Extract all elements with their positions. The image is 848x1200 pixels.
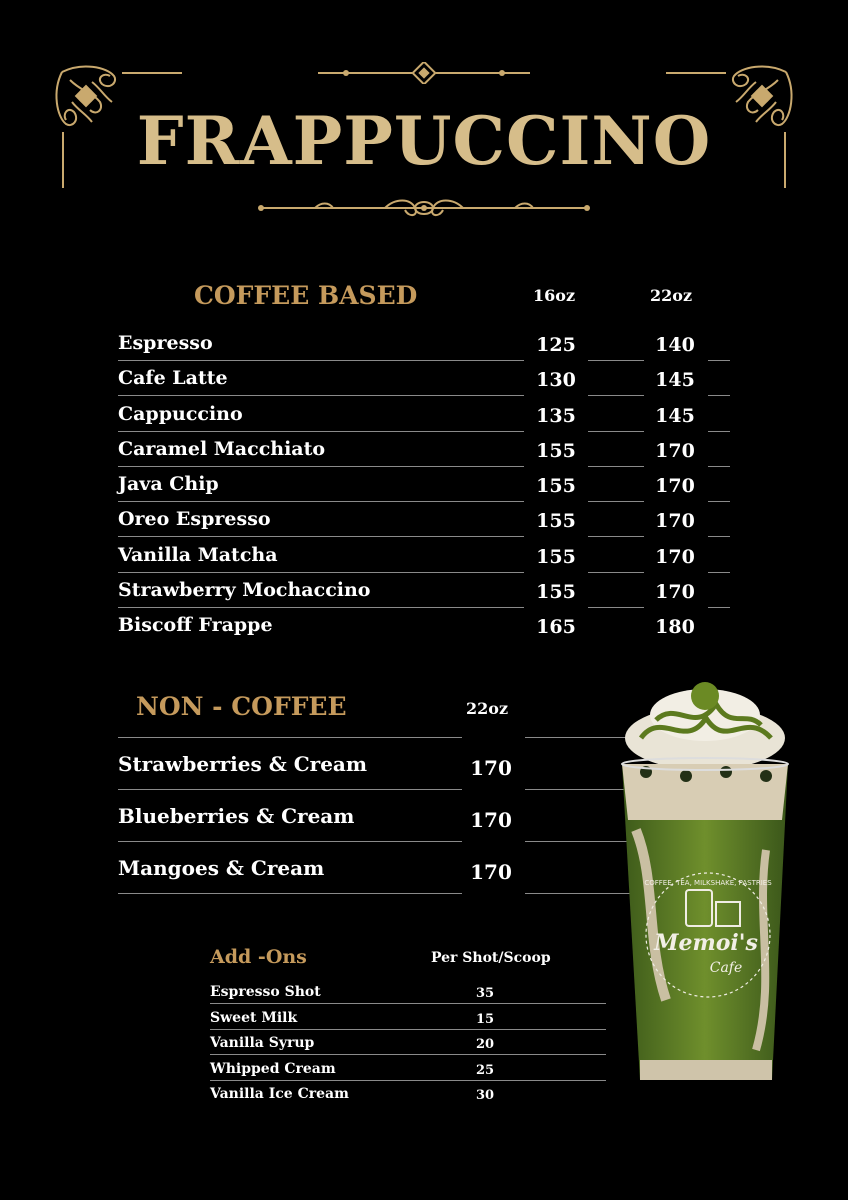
price-per-shot: 15 xyxy=(475,1012,495,1027)
price-16oz: 125 xyxy=(536,334,576,356)
price-16oz: 155 xyxy=(536,475,576,497)
coffee-item-row xyxy=(118,544,730,579)
item-name: Mangoes & Cream xyxy=(118,856,325,880)
size-22oz-heading: 22oz xyxy=(650,286,693,305)
price-22oz: 170 xyxy=(655,440,695,462)
add-on-item-row xyxy=(210,1035,606,1060)
divider xyxy=(210,1080,606,1081)
item-name: Espresso Shot xyxy=(210,984,321,1000)
price-22oz: 140 xyxy=(655,334,695,356)
title-underline-ornament xyxy=(255,196,593,220)
price-per-shot: 35 xyxy=(475,986,495,1001)
divider xyxy=(118,431,524,432)
divider xyxy=(118,841,462,842)
item-name: Oreo Espresso xyxy=(118,508,271,530)
divider xyxy=(588,572,644,573)
divider xyxy=(588,466,644,467)
price-per-shot: 25 xyxy=(475,1063,495,1078)
divider xyxy=(708,395,730,396)
price-22oz: 170 xyxy=(655,581,695,603)
non-coffee-heading: NON - COFFEE xyxy=(136,692,347,721)
coffee-item-row xyxy=(118,332,730,367)
price-16oz: 155 xyxy=(536,581,576,603)
price-22oz: 145 xyxy=(655,405,695,427)
price-per-shot: 20 xyxy=(475,1037,495,1052)
divider xyxy=(588,607,644,608)
logo-sub: Cafe xyxy=(709,960,743,976)
item-name: Espresso xyxy=(118,332,213,354)
add-on-item-row xyxy=(210,984,606,1009)
price-per-shot: 30 xyxy=(475,1088,495,1103)
item-name: Biscoff Frappe xyxy=(118,614,273,636)
price-22oz: 170 xyxy=(655,510,695,532)
coffee-item-row xyxy=(118,438,730,473)
coffee-item-row xyxy=(118,614,730,649)
item-name: Java Chip xyxy=(118,473,219,495)
price-22oz: 170 xyxy=(655,546,695,568)
divider xyxy=(118,501,524,502)
divider xyxy=(118,360,524,361)
price-22oz: 145 xyxy=(655,369,695,391)
divider xyxy=(708,572,730,573)
price-16oz: 155 xyxy=(536,546,576,568)
top-divider-ornament xyxy=(316,62,532,84)
divider xyxy=(210,1029,606,1030)
item-name: Vanilla Syrup xyxy=(210,1035,315,1051)
divider xyxy=(588,536,644,537)
divider xyxy=(118,536,524,537)
item-name: Strawberry Mochaccino xyxy=(118,579,371,601)
non-coffee-size-heading: 22oz xyxy=(466,699,509,718)
divider xyxy=(588,395,644,396)
price-16oz: 165 xyxy=(536,616,576,638)
item-name: Cappuccino xyxy=(118,403,243,425)
divider xyxy=(118,466,524,467)
price-16oz: 135 xyxy=(536,405,576,427)
item-name: Blueberries & Cream xyxy=(118,804,355,828)
price-16oz: 155 xyxy=(536,440,576,462)
divider xyxy=(708,607,730,608)
size-16oz-heading: 16oz xyxy=(533,286,576,305)
item-name: Cafe Latte xyxy=(118,367,228,389)
item-name: Sweet Milk xyxy=(210,1010,298,1026)
logo-ring-text: COFFEE, TEA, MILKSHAKE, PASTRIES xyxy=(644,879,772,887)
non-coffee-item-row xyxy=(118,856,638,908)
add-on-item-row xyxy=(210,1061,606,1086)
divider xyxy=(118,607,524,608)
divider xyxy=(118,893,462,894)
divider xyxy=(588,501,644,502)
add-on-item-row xyxy=(210,1086,606,1111)
divider xyxy=(588,431,644,432)
coffee-item-row xyxy=(118,367,730,402)
divider xyxy=(118,572,524,573)
coffee-item-row xyxy=(118,473,730,508)
coffee-item-row xyxy=(118,508,730,543)
add-ons-subheading: Per Shot/Scoop xyxy=(431,950,551,966)
divider xyxy=(210,1003,606,1004)
add-on-item-row xyxy=(210,1010,606,1035)
divider xyxy=(708,536,730,537)
item-name: Caramel Macchiato xyxy=(118,438,326,460)
price-22oz: 170 xyxy=(470,756,512,780)
price-16oz: 130 xyxy=(536,369,576,391)
price-22oz: 170 xyxy=(470,860,512,884)
non-coffee-item-row xyxy=(118,804,638,856)
coffee-item-row xyxy=(118,403,730,438)
price-22oz: 170 xyxy=(470,808,512,832)
non-coffee-item-row xyxy=(118,752,638,804)
price-22oz: 170 xyxy=(655,475,695,497)
logo-name: Memoi's xyxy=(654,930,758,956)
divider xyxy=(708,360,730,361)
price-16oz: 155 xyxy=(536,510,576,532)
matcha-frappe-image xyxy=(616,680,794,1100)
divider xyxy=(118,789,462,790)
item-name: Strawberries & Cream xyxy=(118,752,368,776)
page-title: FRAPPUCCINO xyxy=(136,102,712,180)
item-name: Vanilla Ice Cream xyxy=(210,1086,349,1102)
item-name: Vanilla Matcha xyxy=(118,544,278,566)
divider xyxy=(118,737,462,738)
divider xyxy=(708,466,730,467)
item-name: Whipped Cream xyxy=(210,1061,336,1077)
coffee-item-row xyxy=(118,579,730,614)
divider xyxy=(118,395,524,396)
coffee-based-heading: COFFEE BASED xyxy=(194,281,418,310)
divider xyxy=(210,1054,606,1055)
divider xyxy=(708,501,730,502)
add-ons-heading: Add -Ons xyxy=(210,946,307,968)
divider xyxy=(588,360,644,361)
divider xyxy=(708,431,730,432)
price-22oz: 180 xyxy=(655,616,695,638)
